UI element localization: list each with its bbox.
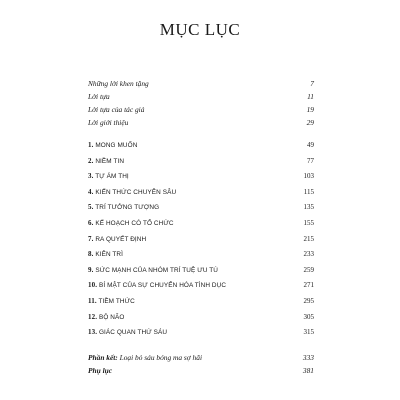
entry-page: 295 (303, 297, 314, 305)
entry-page: 49 (307, 141, 314, 149)
front-matter-item (88, 78, 314, 90)
front-matter-item (88, 117, 314, 129)
entry-page: 115 (303, 187, 314, 196)
chapter-number: 3. (88, 172, 94, 181)
front-matter-item (88, 91, 314, 103)
chapter-number: 1. (88, 141, 94, 149)
chapter-item (88, 248, 314, 260)
chapter-item (88, 170, 314, 182)
entry-page: 7 (310, 79, 314, 88)
chapter-item (88, 201, 314, 213)
chapter-title: SỨC MẠNH CỦA NHÓM TRÍ TUỆ ƯU TÚ (95, 266, 219, 274)
entry-page: 305 (303, 312, 314, 321)
chapter-title: TRÍ TƯỞNG TƯỢNG (95, 204, 160, 212)
chapter-number: 2. (88, 156, 94, 165)
chapter-number: 7. (88, 234, 94, 243)
entry-label: Những lời khen tặng (88, 79, 149, 88)
chapter-item (88, 186, 314, 198)
chapter-title: KẾ HOẠCH CÓ TỔ CHỨC (95, 220, 174, 227)
chapter-title: MONG MUỐN (95, 142, 138, 149)
chapter-number: 5. (88, 203, 94, 212)
entry-page: 233 (303, 250, 314, 259)
entry-page: 333 (302, 353, 314, 362)
chapter-number: 13. (88, 328, 98, 337)
chapter-item (88, 155, 314, 167)
front-matter-item (88, 104, 314, 116)
chapter-number: 11. (88, 297, 97, 305)
chapter-number: 8. (88, 250, 94, 259)
chapter-item (88, 139, 314, 151)
entry-page: 77 (307, 156, 314, 165)
entry-page: 155 (303, 219, 314, 227)
chapter-item (88, 233, 314, 245)
chapter-number: 12. (88, 312, 98, 321)
entry-page: 19 (306, 105, 314, 114)
entry-label: Lời tựa của tác giả (88, 105, 145, 114)
entry-label-bold: Phần kết: (88, 353, 118, 362)
entry-page: 215 (303, 234, 314, 243)
entry-page: 381 (302, 366, 314, 375)
entry-page: 271 (303, 281, 314, 290)
chapter-title: BỘ NÃO (98, 313, 125, 321)
chapter-title: TIỀM THỨC (98, 298, 135, 305)
chapter-number: 10. (88, 281, 98, 290)
chapter-item (88, 279, 314, 291)
entry-page: 315 (303, 328, 314, 337)
entry-page: 103 (303, 172, 314, 181)
chapter-number: 9. (88, 265, 94, 274)
back-matter-item (88, 365, 314, 377)
chapter-title: NIỀM TIN (95, 157, 125, 165)
chapter-title: KIÊN TRÌ (95, 251, 124, 259)
chapter-title: TỰ ÁM THỊ (95, 173, 129, 181)
chapter-item (88, 295, 314, 307)
entry-page: 29 (306, 118, 314, 127)
entry-page: 259 (303, 265, 314, 274)
back-matter-item (88, 352, 314, 364)
chapter-title: GIÁC QUAN THỨ SÁU (98, 329, 168, 337)
chapter-title: BÍ MẬT CỦA SỰ CHUYỂN HÓA TÌNH DỤC (98, 282, 227, 290)
chapter-item (88, 311, 314, 323)
entry-label-bold: Phụ lục (88, 366, 113, 375)
chapter-title: KIẾN THỨC CHUYÊN SÂU (95, 188, 177, 196)
page-title: MỤC LỤC (159, 20, 241, 39)
entry-label-rest: Loại bỏ sáu bóng ma sợ hãi (117, 353, 203, 362)
chapter-number: 4. (88, 187, 94, 196)
entry-page: 11 (307, 92, 314, 101)
chapter-number: 6. (88, 219, 94, 227)
chapter-item (88, 264, 314, 276)
chapter-title: RA QUYẾT ĐỊNH (95, 235, 147, 243)
entry-label: Lời giới thiệu (88, 118, 129, 127)
entry-label: Lời tựa (88, 92, 110, 101)
chapter-item (88, 326, 314, 338)
entry-page: 135 (303, 203, 314, 212)
chapter-item (88, 217, 314, 229)
